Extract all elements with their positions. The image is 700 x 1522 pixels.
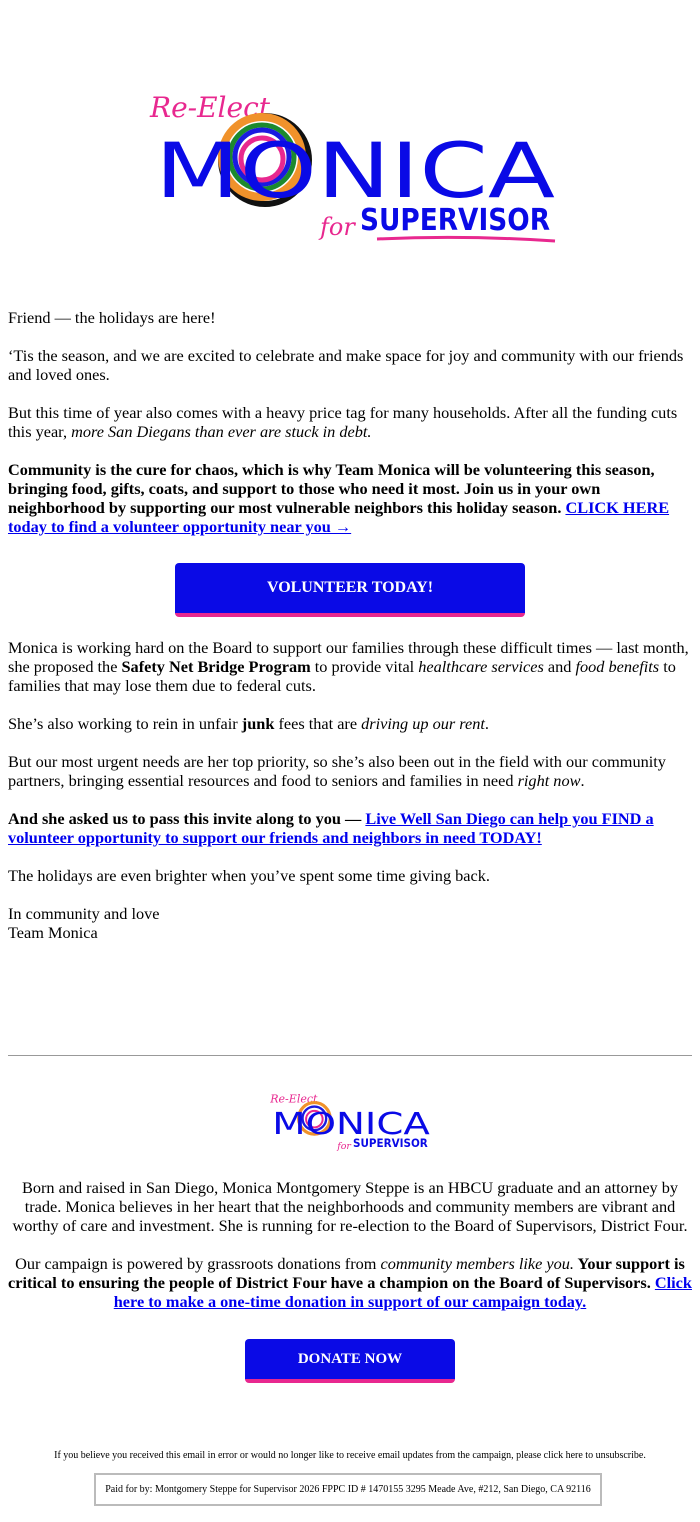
paid-for-disclaimer: Paid for by: Montgomery Steppe for Supervisor 2026 FPPC ID # 1470155 3295 Meade Ave, #212, San Diego, CA 92116: [94, 1473, 602, 1506]
footer: [8, 1178, 692, 1383]
svg-text:MONICA: MONICA: [272, 1107, 431, 1143]
logo-for: for: [320, 213, 355, 241]
paragraph: But this time of year also comes with a heavy price tag for many households. After all the funding cuts this year, more San Diegans than ever are stuck in debt.: [8, 403, 678, 441]
paragraph: The holidays are even brighter when you’ve spent some time giving back.: [8, 866, 490, 885]
svg-text:SUPERVISOR: SUPERVISOR: [352, 1136, 428, 1151]
footer-logo: [268, 1090, 434, 1155]
volunteer-button[interactable]: VOLUNTEER TODAY!: [175, 563, 525, 617]
email-body: [8, 308, 692, 961]
paragraph: She’s also working to rein in unfair junk fees that are driving up our rent.: [8, 714, 489, 733]
svg-text:for: for: [337, 1141, 351, 1153]
paragraph: And she asked us to pass this invite along to you — Live Well San Diego can help you FIND a volunteer opportunity to support our friends and neighbors in need TODAY!: [8, 809, 654, 847]
support-text: Our campaign is powered by grassroots donations from community members like you. Your support is critical to ensuring the people of District Four have a champion on the Board of Supervisors. Click here to make a one-time donation in support of our campaign today.: [8, 1254, 692, 1311]
unsubscribe-text[interactable]: If you believe you received this email in error or would no longer like to receive email updates from the campaign, please click here to unsubscribe.: [54, 1450, 646, 1461]
svg-text:Re-Elect: Re-Elect: [270, 1092, 318, 1106]
greeting: Friend — the holidays are here!: [8, 308, 216, 327]
logo-office: SUPERVISOR: [360, 203, 550, 238]
divider: [8, 1055, 692, 1056]
signoff: In community and love Team Monica: [8, 904, 160, 942]
paragraph: Community is the cure for chaos, which is why Team Monica will be volunteering this season, bringing food, gifts, coats, and support to those who need it most. Join us in your own neighborhood by supporting our most vulnerable neighbors this holiday season. CLICK HERE today to find a volunteer opportunity near you →: [8, 460, 670, 536]
paragraph: ‘Tis the season, and we are excited to celebrate and make space for joy and community with our friends and loved ones.: [8, 346, 684, 384]
volunteer-link[interactable]: CLICK HERE today to find a volunteer opportunity near you →: [8, 498, 670, 536]
paragraph: Monica is working hard on the Board to support our families through these difficult times — last month, she proposed the Safety Net Bridge Program to provide vital healthcare services and food benefits to families that may lose them due to federal cuts.: [8, 638, 689, 695]
logo-name: MONICA: [155, 126, 556, 215]
bio: Born and raised in San Diego, Monica Montgomery Steppe is an HBCU graduate and an attorney by trade. Monica believes in her heart that the neighborhoods and community members are vibrant and worthy of care and investment. She is running for re-election to the Board of Supervisors, District Four.: [12, 1178, 688, 1235]
donate-link[interactable]: Click here to make a one-time donation in support of our campaign today.: [113, 1273, 692, 1311]
paragraph: But our most urgent needs are her top priority, so she’s also been out in the field with our community partners, bringing essential resources and food to seniors and families in need right now.: [8, 752, 666, 790]
campaign-logo: [145, 85, 565, 250]
live-well-link[interactable]: Live Well San Diego can help you FIND a volunteer opportunity to support our friends and neighbors in need TODAY!: [8, 809, 654, 847]
donate-button[interactable]: DONATE NOW: [245, 1339, 455, 1383]
logo-re-elect: Re-Elect: [150, 91, 271, 124]
